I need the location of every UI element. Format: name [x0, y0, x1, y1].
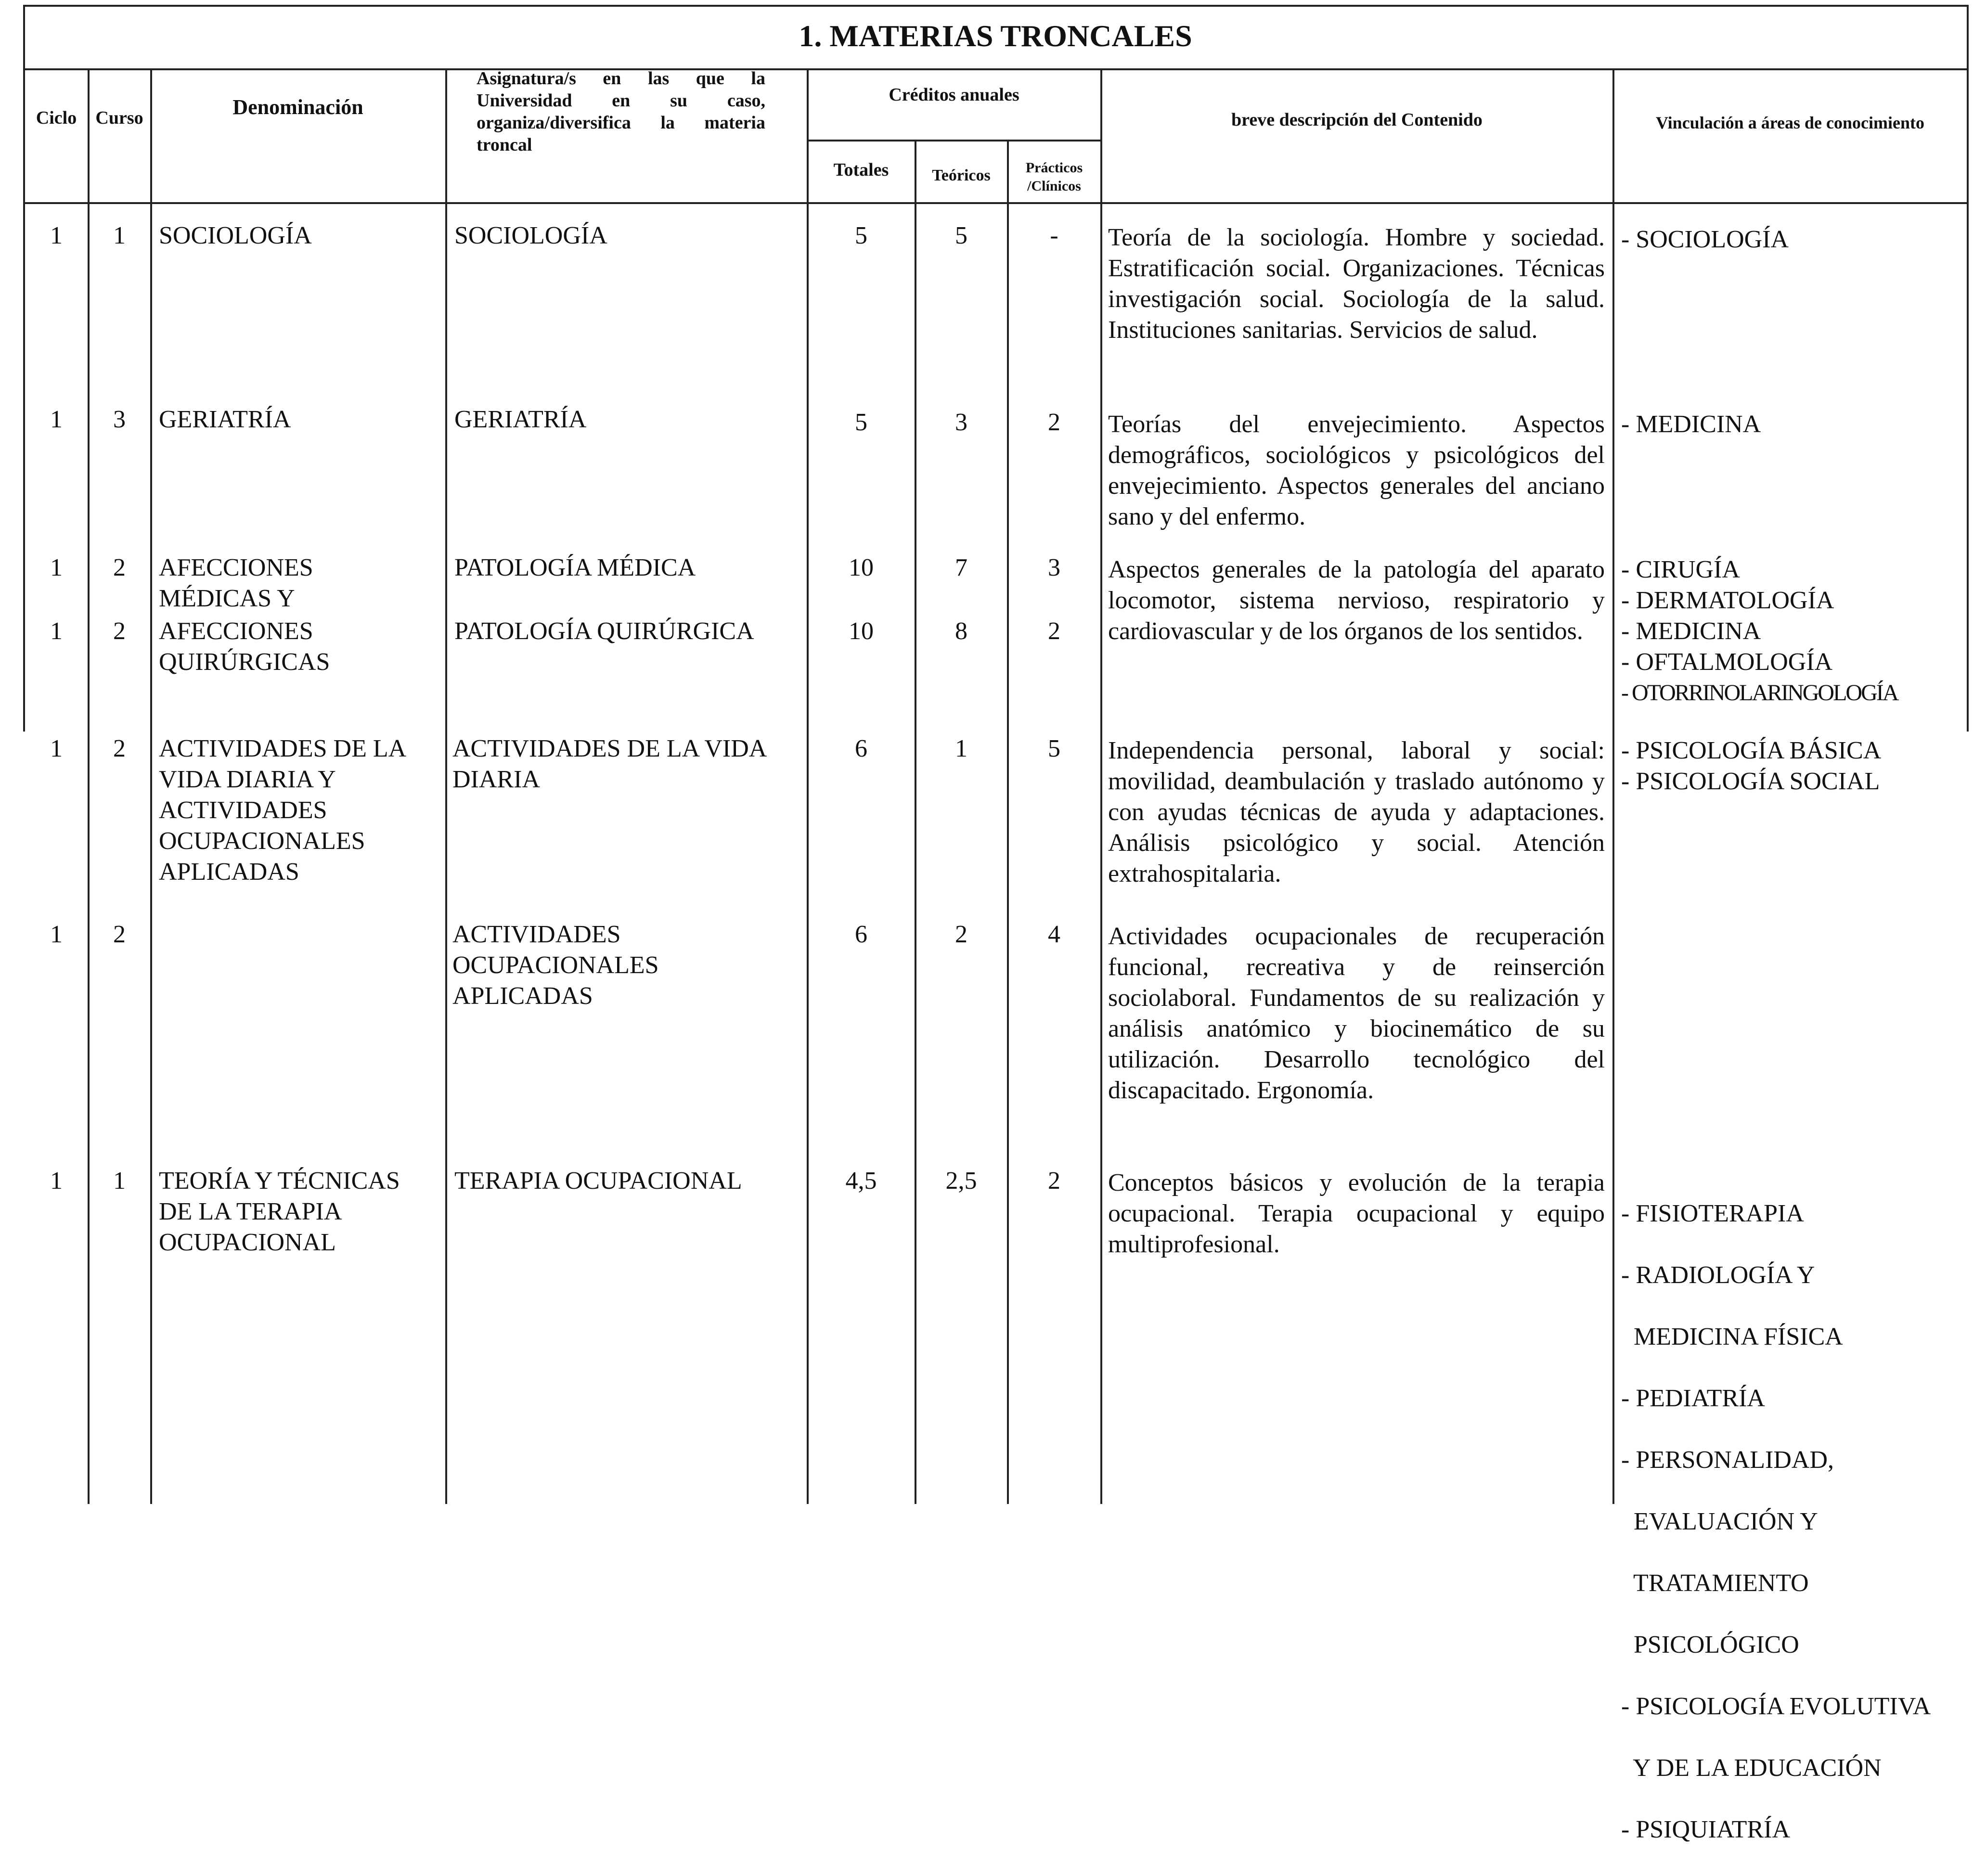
row6-descripcion: Actividades ocupacionales de recuperación funcional, recreativa y de reinserción sociolaboral. Fundamentos de su realización y análisis anatómico y biocinemático de su utilización. Desarrollo tecnológico del discapacitado. Ergonomía.: [1108, 923, 1605, 1104]
area-item: - DERMATOLOGÍA: [1621, 587, 1834, 614]
row1-curso: 1: [113, 222, 126, 249]
row4-teoricos: 8: [955, 617, 967, 645]
area-item: MEDICINA FÍSICA: [1621, 1323, 1843, 1350]
row5-practicos: 5: [1048, 735, 1060, 762]
row7-ciclo: 1: [50, 1167, 63, 1195]
row5-descripcion: Independencia personal, laboral y social: movilidad, deambulación y traslado autónomo y con ayudas técnicas de ayuda y adaptaciones. Análisis psicológico y social. Atención extrahospitalaria.: [1108, 737, 1605, 887]
header-curso: Curso: [95, 108, 143, 128]
row1-teoricos: 5: [955, 222, 967, 249]
area-item: - RADIOLOGÍA Y: [1621, 1261, 1815, 1289]
area-item: - OTORRINOLARINGOLOGÍA: [1621, 680, 1898, 706]
credits-subheader-border: [807, 140, 1101, 141]
row2-teoricos: 3: [955, 409, 967, 436]
row4-ciclo: 1: [50, 617, 63, 645]
row4-denominacion: AFECCIONES QUIRÚRGICAS: [159, 617, 330, 676]
area-item: - FISIOTERAPIA: [1621, 1200, 1804, 1227]
row7-asignatura: TERAPIA OCUPACIONAL: [454, 1167, 742, 1195]
area-item: - PSICOLOGÍA BÁSICA: [1621, 737, 1882, 764]
row7-areas: [1621, 1168, 1965, 1876]
table-top-border: [23, 5, 1968, 7]
header-ciclo: Ciclo: [36, 108, 77, 128]
row3-ciclo: 1: [50, 554, 63, 581]
row7-totales: 4,5: [845, 1167, 877, 1195]
col-divider-ciclo: [88, 68, 90, 1504]
row7-descripcion: Conceptos básicos y evolución de la terapia ocupacional. Terapia ocupacional y equipo multiprofesional.: [1108, 1169, 1605, 1258]
row2-totales: 5: [855, 409, 867, 436]
row5-teoricos: 1: [955, 735, 967, 762]
area-item: - PSIQUIATRÍA: [1621, 1816, 1790, 1843]
row1-asignatura: SOCIOLOGÍA: [454, 222, 607, 249]
row2-denominacion: GERIATRÍA: [159, 406, 291, 433]
header-teoricos: Teóricos: [932, 167, 991, 184]
area-item: - CIRUGÍA: [1621, 556, 1740, 583]
row1-ciclo: 1: [50, 222, 63, 249]
col-divider-totales: [915, 140, 916, 1504]
header-totales: Totales: [833, 160, 889, 180]
row5-ciclo: 1: [50, 735, 63, 762]
row7-curso: 1: [113, 1167, 126, 1195]
row2-curso: 3: [113, 406, 126, 433]
area-item: - PSICOLOGÍA SOCIAL: [1621, 768, 1880, 795]
row6-ciclo: 1: [50, 921, 63, 948]
row2-asignatura: GERIATRÍA: [454, 406, 587, 433]
area-item: EVALUACIÓN Y: [1621, 1508, 1818, 1535]
header-denominacion: Denominación: [232, 95, 363, 119]
area-item: - SOCIOLOGÍA: [1621, 226, 1789, 253]
area-item: - PSICOLOGÍA EVOLUTIVA: [1621, 1693, 1931, 1720]
row2-practicos: 2: [1048, 409, 1060, 436]
row1-practicos: -: [1050, 222, 1058, 249]
row7-practicos: 2: [1048, 1167, 1060, 1195]
area-item: TRATAMIENTO: [1621, 1569, 1809, 1597]
row3-totales: 10: [849, 554, 874, 581]
row2-descripcion: Teorías del envejecimiento. Aspectos demográficos, sociológicos y psicológicos del envejecimiento. Aspectos generales del anciano sano y del enfermo.: [1108, 411, 1605, 530]
row4-totales: 10: [849, 617, 874, 645]
row4-practicos: 2: [1048, 617, 1060, 645]
row5-curso: 2: [113, 735, 126, 762]
area-item: - PEDIATRÍA: [1621, 1385, 1765, 1412]
row3-asignatura: PATOLOGÍA MÉDICA: [454, 554, 696, 581]
row6-practicos: 4: [1048, 921, 1060, 948]
area-item: - MEDICINA: [1621, 617, 1761, 645]
area-item: - OFTALMOLOGÍA: [1621, 648, 1833, 676]
col-divider-curso: [150, 68, 152, 1504]
row4-asignatura: PATOLOGÍA QUIRÚRGICA: [454, 617, 754, 645]
row7-denominacion: TEORÍA Y TÉCNICAS DE LA TERAPIA OCUPACIONAL: [159, 1167, 400, 1256]
row1-totales: 5: [855, 222, 867, 249]
row3-areas: [1621, 554, 1965, 708]
row5-areas: [1621, 735, 1965, 797]
header-descripcion: breve descripción del Contenido: [1231, 110, 1483, 130]
row6-totales: 6: [855, 921, 867, 948]
row1-denominacion: SOCIOLOGÍA: [159, 222, 312, 249]
row6-asignatura: ACTIVIDADES OCUPACIONALES APLICADAS: [452, 921, 659, 1010]
col-divider-denominacion: [445, 68, 447, 1504]
title-bottom-border: [23, 68, 1968, 70]
page-title: 1. MATERIAS TRONCALES: [799, 19, 1192, 53]
header-practicos: Prácticos /Clínicos: [1025, 160, 1083, 194]
row5-asignatura: ACTIVIDADES DE LA VIDA DIARIA: [452, 735, 767, 793]
row7-teoricos: 2,5: [945, 1167, 977, 1195]
header-vinculacion: Vinculación a áreas de conocimiento: [1656, 113, 1924, 132]
row1-areas: [1621, 224, 1965, 255]
area-item: Y DE LA EDUCACIÓN: [1621, 1754, 1882, 1782]
row3-descripcion: Aspectos generales de la patología del aparato locomotor, sistema nervioso, respiratorio y cardiovascular y de los órganos de los sentidos.: [1108, 556, 1605, 645]
area-item: - PERSONALIDAD,: [1621, 1446, 1834, 1474]
header-bottom-border: [23, 202, 1968, 204]
row6-teoricos: 2: [955, 921, 967, 948]
row1-descripcion: Teoría de la sociología. Hombre y sociedad. Estratificación social. Organizaciones. Técnicas investigación social. Sociología de la salud. Instituciones sanitarias. Servicios de salud.: [1108, 224, 1605, 344]
table-right-border: [1967, 5, 1969, 732]
col-divider-teoricos: [1007, 140, 1009, 1504]
col-divider-descripcion: [1612, 68, 1614, 1504]
row3-teoricos: 7: [955, 554, 967, 581]
row3-curso: 2: [113, 554, 126, 581]
area-item: PSICOLÓGICO: [1621, 1631, 1799, 1658]
header-asignatura: Asignatura/s en las que la Universidad en su caso, organiza/diversifica la materia troncal: [477, 68, 765, 155]
row4-curso: 2: [113, 617, 126, 645]
header-creditos: Créditos anuales: [889, 85, 1019, 105]
row2-areas: [1621, 409, 1965, 440]
area-item: - MEDICINA: [1621, 411, 1761, 438]
row6-curso: 2: [113, 921, 126, 948]
col-divider-creditos: [1100, 68, 1102, 1504]
row5-totales: 6: [855, 735, 867, 762]
row5-denominacion: ACTIVIDADES DE LA VIDA DIARIA Y ACTIVIDADES OCUPACIONALES APLICADAS: [159, 735, 407, 886]
row2-ciclo: 1: [50, 406, 63, 433]
row3-practicos: 3: [1048, 554, 1060, 581]
col-divider-asignatura: [807, 68, 809, 1504]
row3-denominacion: AFECCIONES MÉDICAS Y: [159, 554, 313, 612]
